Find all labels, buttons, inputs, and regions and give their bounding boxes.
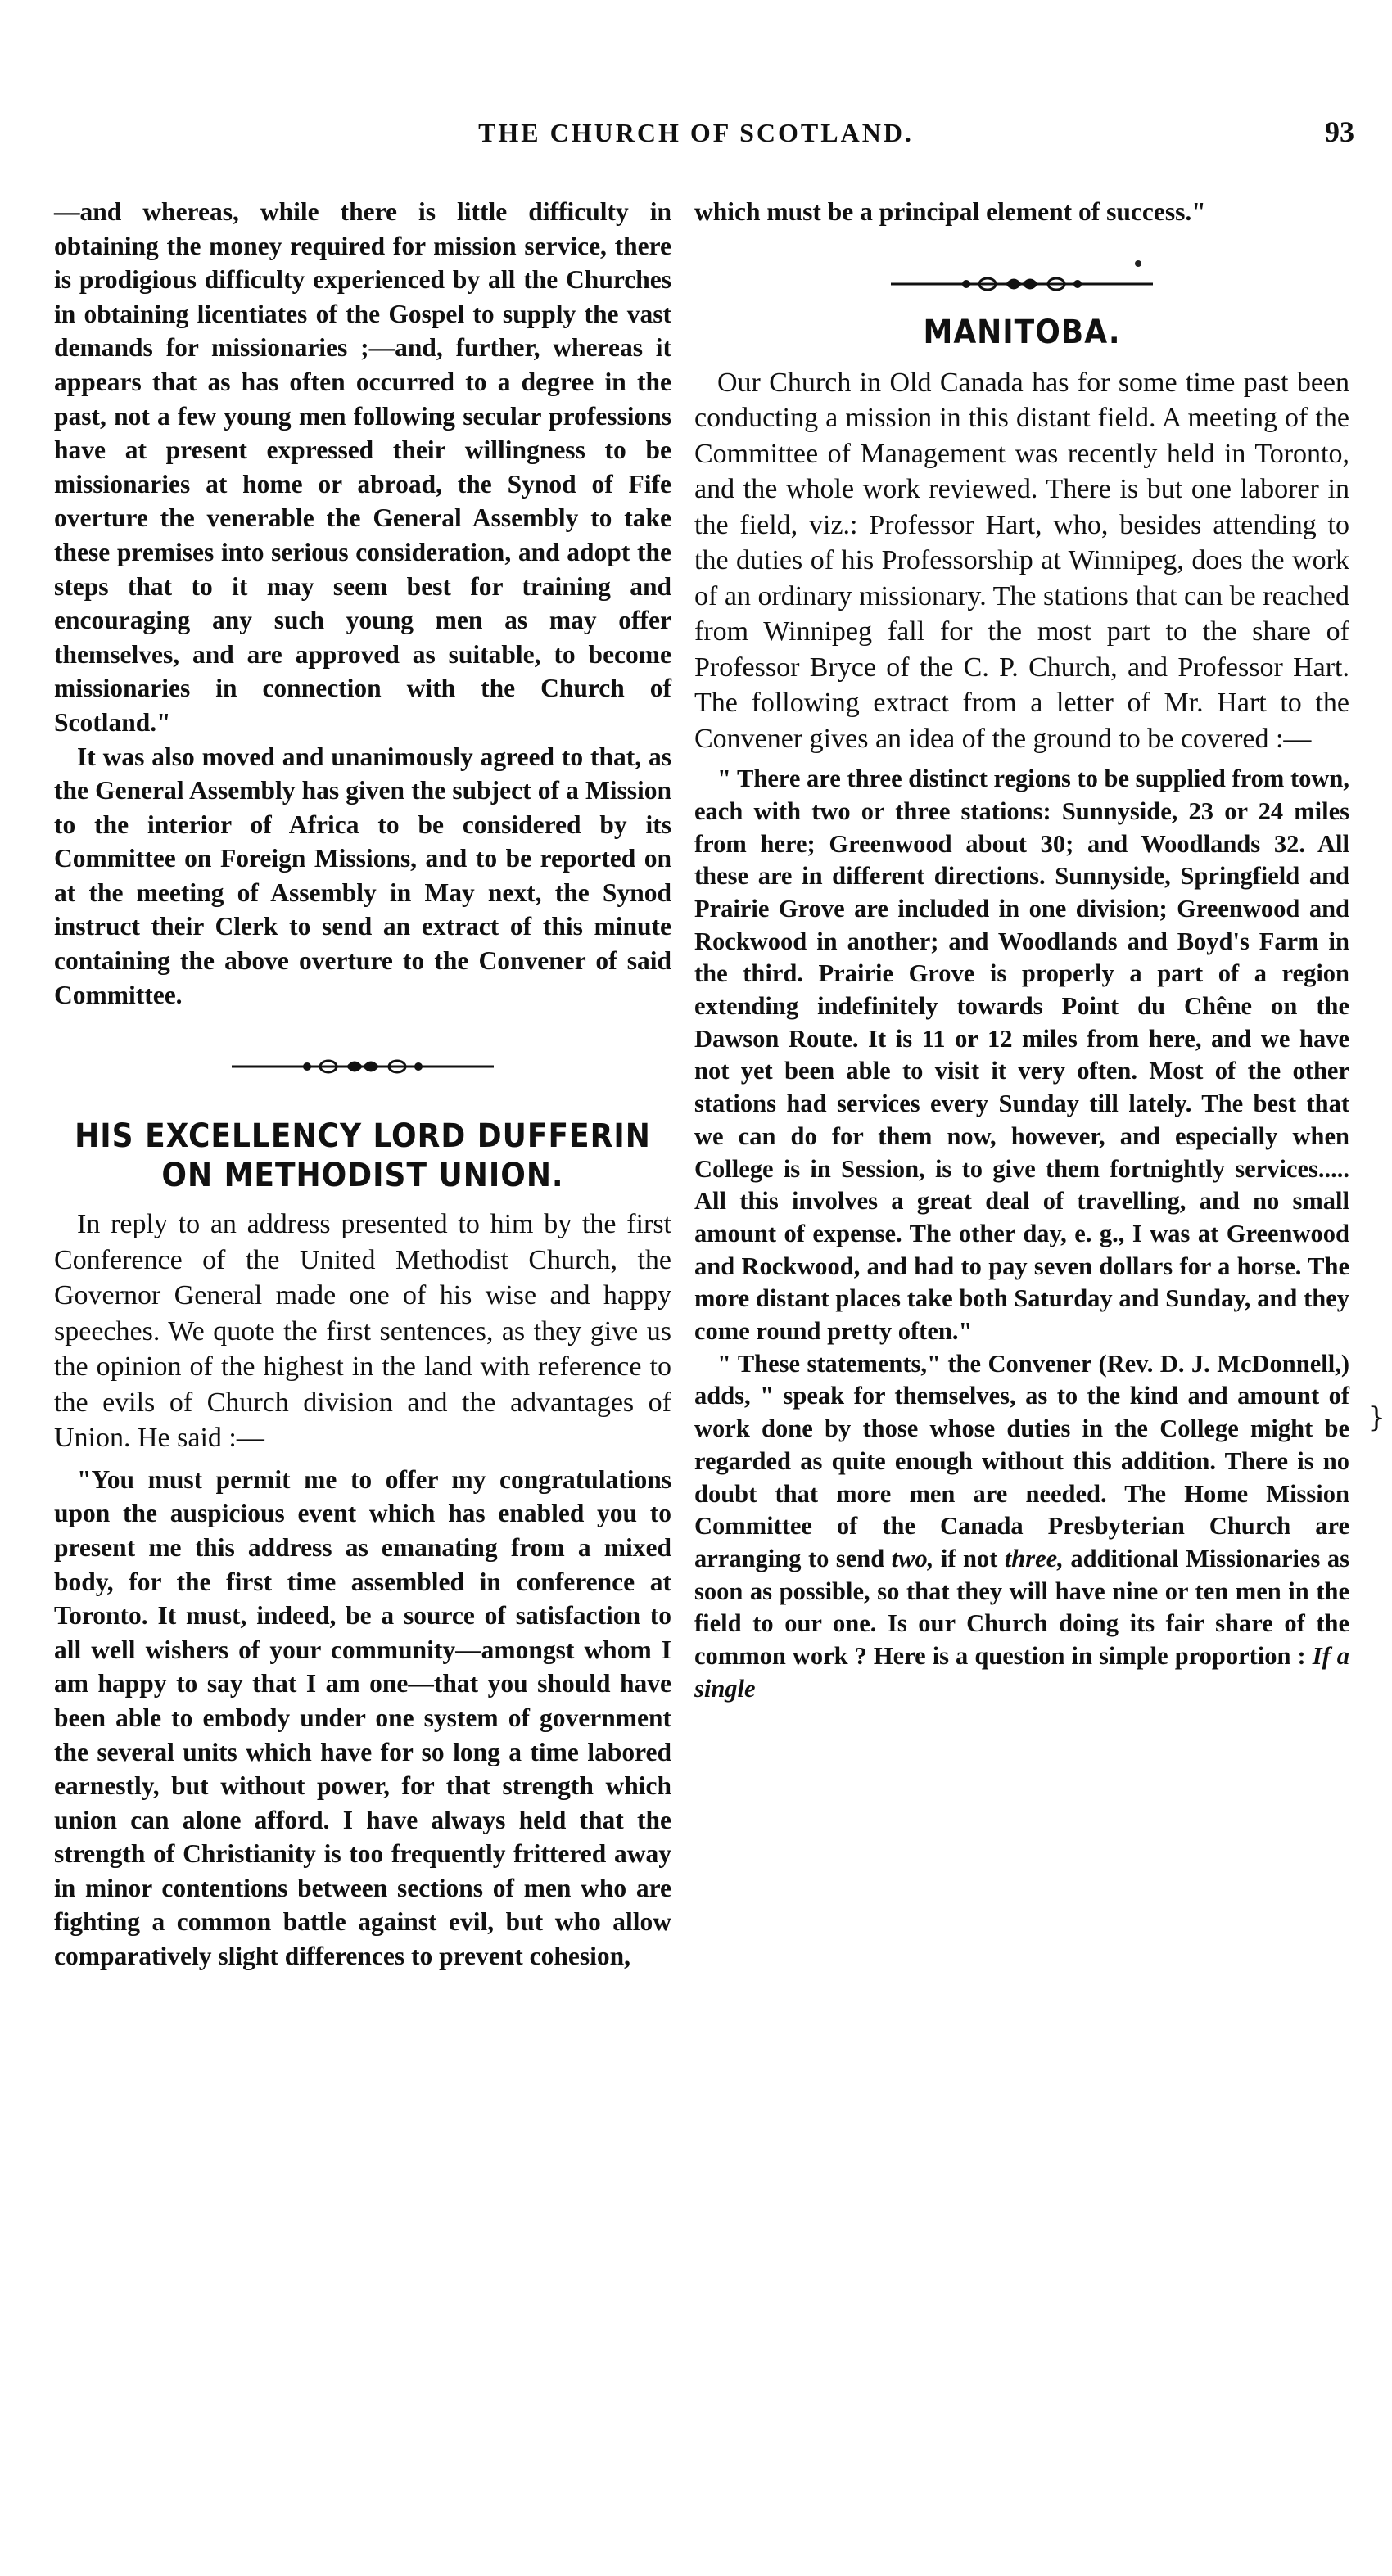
dufferin-intro-paragraph: In reply to an address presented to him by the first Conference of the United Methodist Church, the Governor General made one of his wise and happy speeches. We quote the first sentences, as they give us the opinion of the highest in the land with reference to the evils of Church division and the advantages of Union. He said :— — [54, 1209, 671, 1454]
dufferin-quote-paragraph: "You must permit me to offer my congratulations upon the auspicious event which has enabled you to present me this address as emanating from a mixed body, for the first time assembled in conference at Toronto. It must, indeed, be a source of satisfaction to all well wishers of your community—amongst whom I am happy to say that I am one—that you should have been able to embody under one system of government the several units which have for so long a time labored earnestly, but without power, for that strength which union can alone afford. I have always held that the strength of Christianity is too frequently frittered away in minor contentions between sections of men who are fighting a common battle against evil, but who allow comparatively slight differences to prevent cohesion, — [54, 1464, 671, 1971]
convener-if-not: if not — [933, 1544, 1005, 1572]
convener-emphasis-end: If a single — [694, 1642, 1349, 1703]
section-divider-ornament — [891, 272, 1153, 296]
left-column — [54, 195, 671, 1974]
convener-text-mid: additional Missionaries as soon as possible, so that they will have nine or ten men in the field to our one. Is our Church doing its fair share of the common work ? Here is a question in simple proportion : — [694, 1544, 1349, 1671]
margin-edge-mark: } — [1367, 1401, 1385, 1434]
section-divider-ornament — [232, 1054, 494, 1079]
convener-emphasis-three: three, — [1004, 1544, 1064, 1572]
dufferin-heading: HIS EXCELLENCY LORD DUFFERIN ON METHODIST UNION. — [75, 1117, 651, 1195]
right-column — [694, 195, 1349, 1705]
manitoba-intro-paragraph: Our Church in Old Canada has for some time past been conducting a mission in this distant field. A meeting of the Committee of Management was recently held in Toronto, and the whole work reviewed. There is but one laborer in the field, viz.: Professor Hart, who, besides attending to the duties of his Professorship at Winnipeg, does the work of an ordinary missionary. The stations that can be reached from Winnipeg fall for the most part to the share of Professor Bryce of the C. P. Church, and Professor Hart. The following extract from a letter of Mr. Hart to the Convener gives an idea of the ground to be covered :— — [694, 367, 1349, 754]
manitoba-heading: MANITOBA. — [923, 313, 1121, 351]
page-header — [0, 113, 1392, 154]
africa-mission-paragraph: It was also moved and unanimously agreed to that, as the General Assembly has given the subject of a Mission to the interior of Africa to be considered by its Committee on Foreign Missions, and to be reported on at the meeting of Assembly in May next, the Synod instruct their Clerk to send an extract of this minute containing the above overture to the Convener of said Committee. — [54, 742, 671, 1009]
running-title: THE CHURCH OF SCOTLAND. — [478, 118, 914, 147]
continuation-text: which must be a principal element of success." — [694, 197, 1206, 226]
convener-emphasis-two: two, — [891, 1544, 934, 1572]
synod-overture-paragraph: —and whereas, while there is little difficulty in obtaining the money required for mission service, there is prodigious difficulty experienced by all the Churches in obtaining licentiates of the Gospel to supply the vast demands for missionaries ;—and, further, whereas it appears that as has often occurred to a degree in the past, not a few young men following secular professions have at present expressed their willingness to be missionaries at home or abroad, the Synod of Fife overture the venerable the General Assembly to take these premises into serious consideration, and adopt the steps that to it may seem best for training and encouraging any such young men as may offer themselves, and are approved as suitable, to become missionaries in connection with the Church of Scotland." — [54, 197, 671, 737]
convener-text-start: " These statements," the Convener (Rev. D. J. McDonnell,) adds, " speak for themselves, as to the kind and amount of work done by those whose duties in the College might be regarded as quite enough without this addition. There is no doubt that more men are needed. The Home Mission Committee of the Canada Presbyterian Church are arranging to send — [694, 1349, 1349, 1572]
hart-letter-paragraph: " There are three distinct regions to be supplied from town, each with two or three stations: Sunnyside, 23 or 24 miles from here; Greenwood about 30; and Woodlands 32. All these are in different directions. Sunnyside, Springfield and Prairie Grove are included in one division; Greenwood and Rockwood in another; and Woodlands and Boyd's Farm in the third. Prairie Grove is properly a part of a region extending indefinitely towards Point du Chêne on the Dawson Route. It is 11 or 12 miles from here, and we have not yet been able to visit it very often. Most of the other stations had services every Sunday till lately. The best that we can do for them now, however, and especially when College is in Session, is to give them fortnightly services..... All this involves a great deal of travelling, and no small amount of expense. The other day, e. g., I was at Greenwood and Rockwood, and had to pay seven dollars for a horse. The more distant places take both Saturday and Sunday, and they come round pretty often." — [694, 765, 1349, 1346]
convener-paragraph — [694, 1348, 1349, 1706]
page-number: 93 — [1325, 115, 1354, 148]
